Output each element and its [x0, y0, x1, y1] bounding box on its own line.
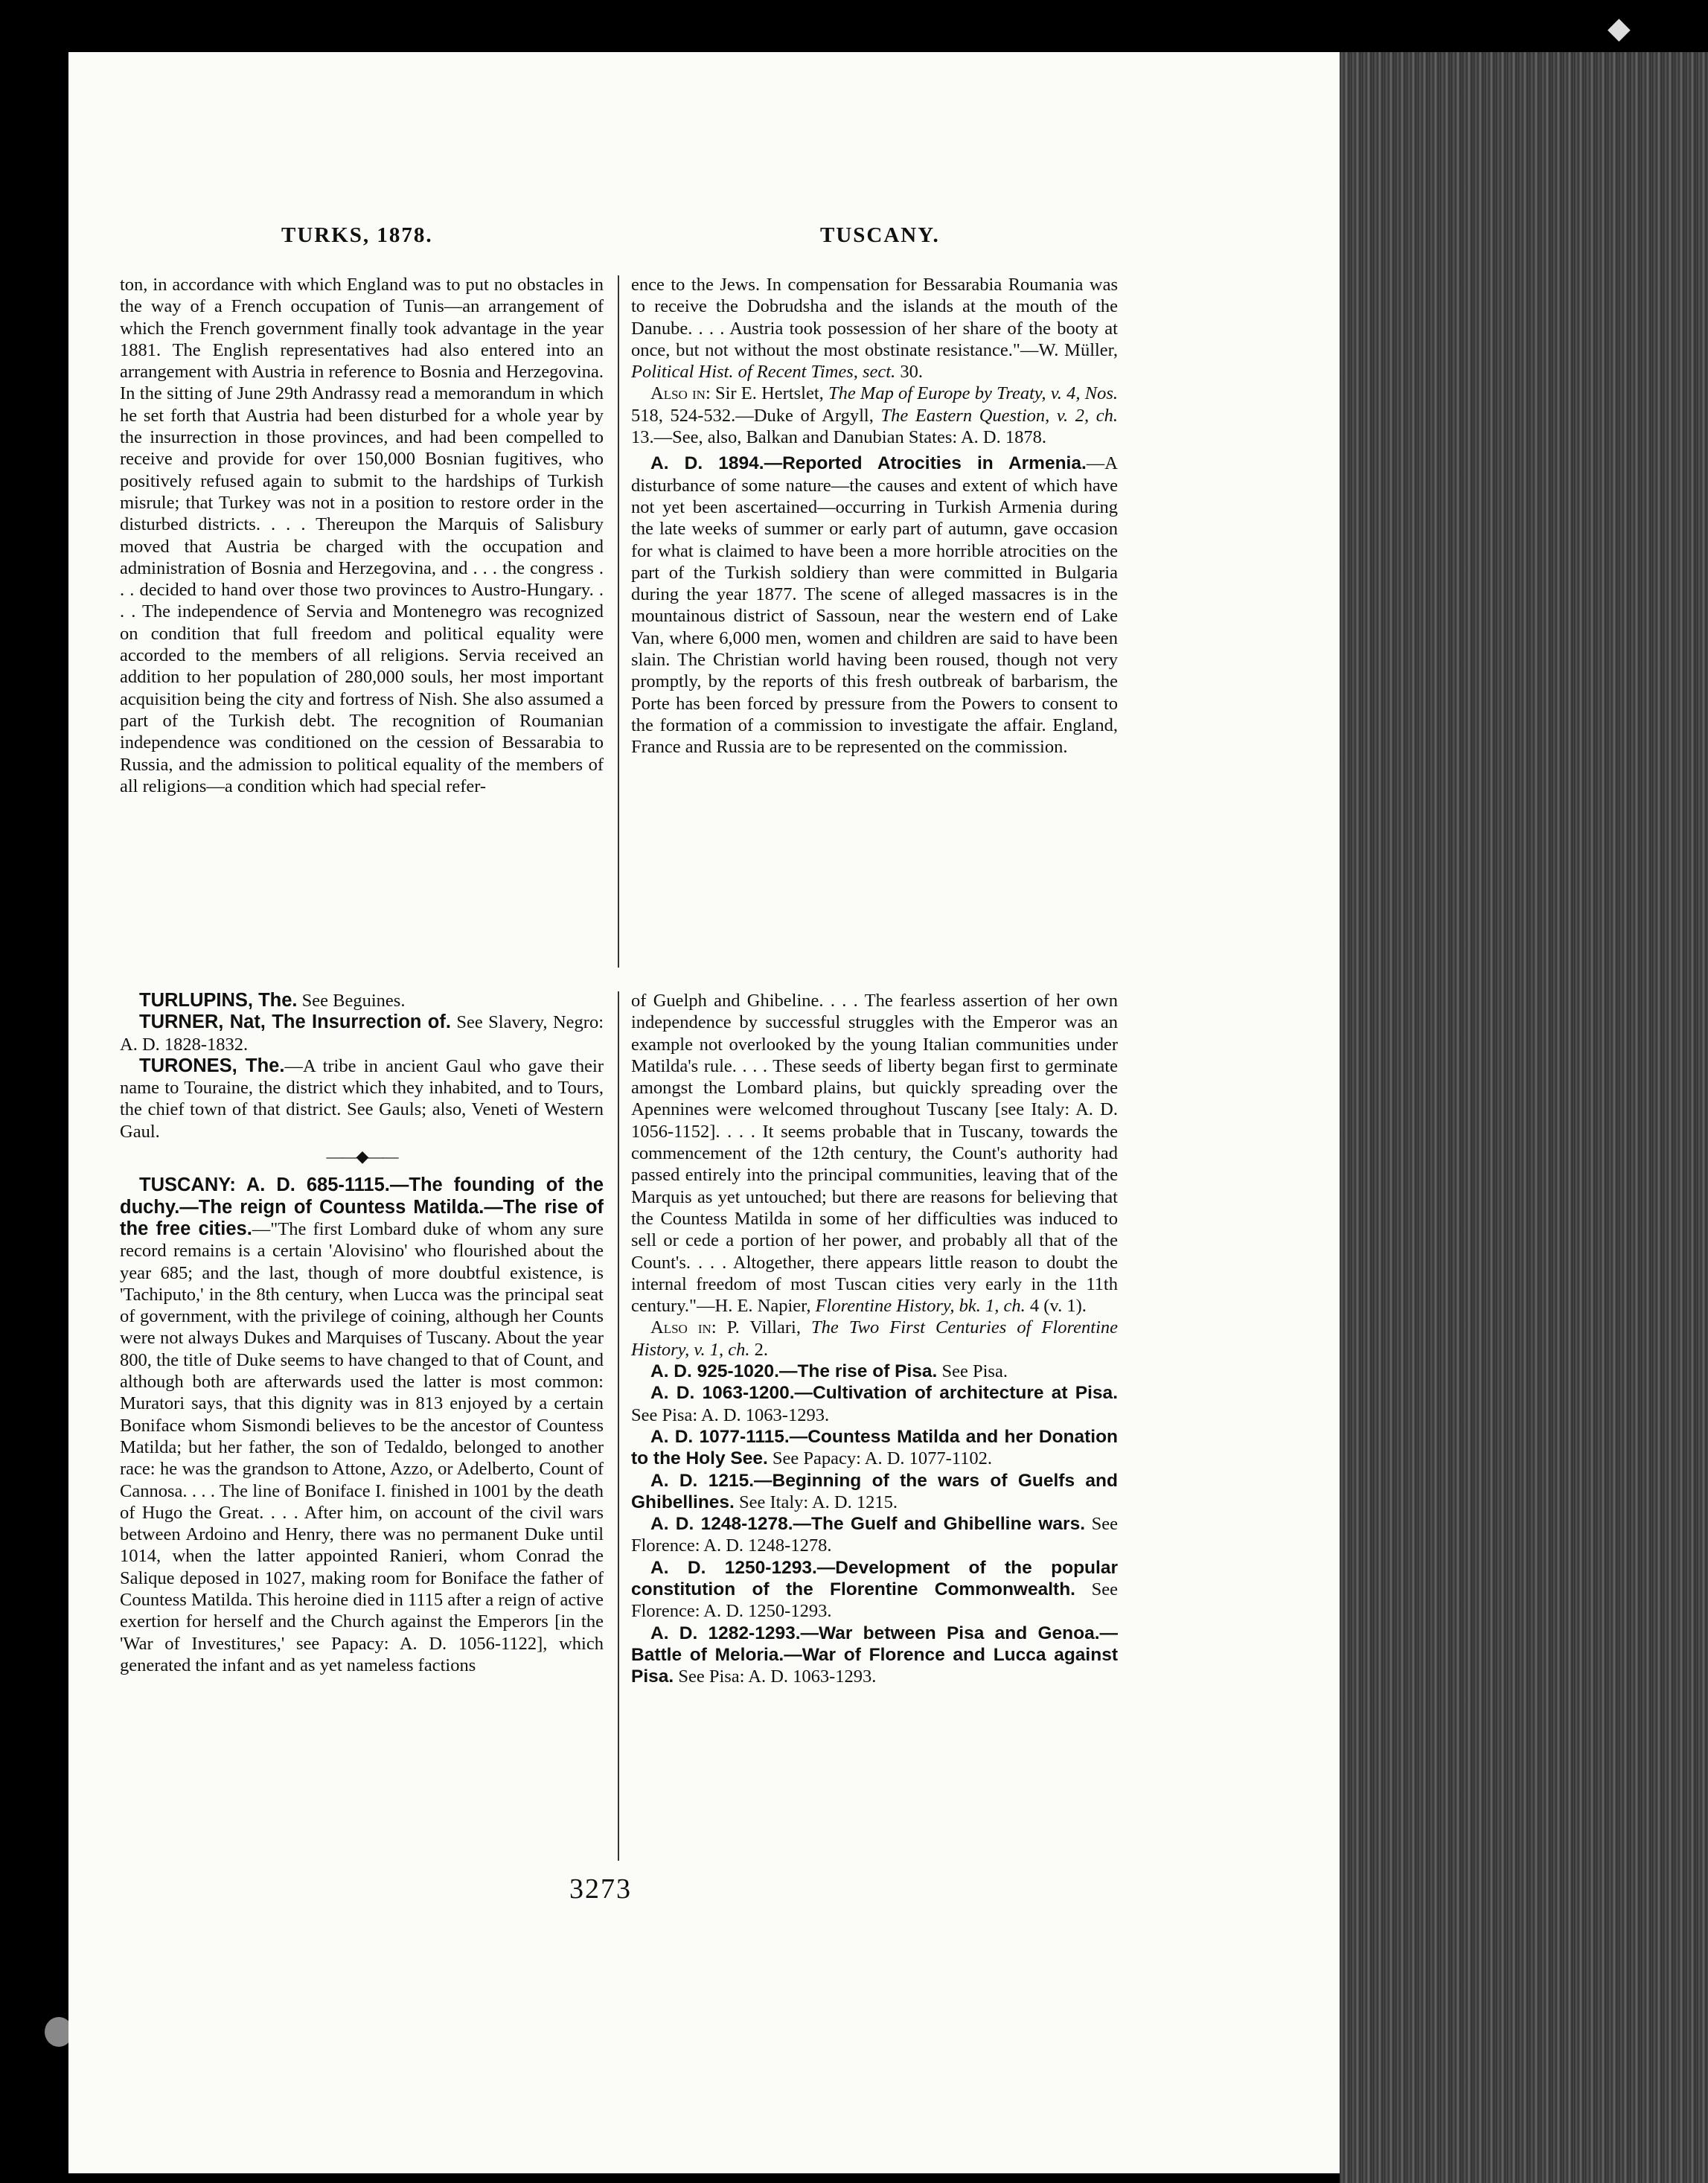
entry-1248: A. D. 1248-1278.—The Guelf and Ghibelline wars. See Florence: A. D. 1248-1278. — [631, 1514, 1118, 1556]
entry-925: A. D. 925-1020.—The rise of Pisa. See Pisa. — [650, 1361, 1008, 1382]
entry-1250: A. D. 1250-1293.—Development of the popular constitution of the Florentine Commonwealth. See Florence: A. D. 1250-1293. — [631, 1557, 1119, 1622]
entry-1077: A. D. 1077-1115.—Countess Matilda and her Donation to the Holy See. See Papacy: A. D. 1077-1102. — [631, 1426, 1118, 1469]
running-head-right: TUSCANY. — [820, 223, 940, 247]
entry-turlupins: TURLUPINS, The. See Beguines. — [139, 990, 406, 1011]
scan-edge-band — [1340, 52, 1708, 2183]
column-bottom-left — [120, 990, 604, 1676]
also-in-reference: Also in: Sir E. Hertslet, The Map of Europe by Treaty, v. 4, Nos. 518, 524-532.—Duke of Argyll, The Eastern Question, v. 2, ch. 13.—See, also, Balkan and Danubian States: A. D. 1878. — [631, 383, 1118, 448]
entry-1215: A. D. 1215.—Beginning of the wars of Guelfs and Ghibellines. See Italy: A. D. 1215. — [631, 1470, 1118, 1512]
running-head-left: TURKS, 1878. — [281, 223, 433, 247]
entry-1894-armenia: A. D. 1894.—Reported Atrocities in Armenia.—A disturbance of some nature—the causes and extent of which have not yet been ascertained—occurring in Turkish Armenia during the late weeks of summer or early part of autumn, gave occasion for what is claimed to have been a more horrible atrocities on the part of the Turkish soldiery than were committed in Bulgaria during the year 1877. The scene of alleged massacres is in the mountainous district of Sassoun, near the western end of Lake Van, where 6,000 men, women and children are said to have been slain. The Christian world having been roused, though not very promptly, by the reports of this fresh outbreak of barbarism, the Porte has been forced by pressure from the Powers to consent to the formation of a commission to investigate the affair. England, France and Russia are to be represented on the commission. — [631, 453, 1118, 758]
entry-1063: A. D. 1063-1200.—Cultivation of architecture at Pisa. See Pisa: A. D. 1063-1293. — [631, 1383, 1118, 1425]
scan-corner-mark: ◆ — [1608, 11, 1631, 45]
column-rule-top — [618, 275, 619, 968]
body-paragraph: of Guelph and Ghibeline. . . . The fearless assertion of her own independence by successful struggles with the Emperor was an example not overlooked by the young Italian communities under Matilda's rule. . . . These seeds of liberty began first to germinate amongst the Lombard plains, but quickly spreading over the Apennines were welcomed throughout Tuscany [see Italy: A. D. 1056-1152]. . . . It seems probable that in Tuscany, towards the commencement of the 12th century, the Count's authority had passed entirely into the principal communities, leaving that of the Marquis as yet untouched; but there are reasons for believing that the Countess Matilda in some of her difficulties was induced to sell or cede a portion of her power, and probably all that of the Count's. . . . Altogether, there appears little reason to doubt the internal freedom of most Tuscan cities very early in the 11th century."—H. E. Napier, Florentine History, bk. 1, ch. 4 (v. 1). — [631, 991, 1118, 1317]
body-paragraph: ence to the Jews. In compensation for Bessarabia Roumania was to receive the Dobrudsha and the islands at the mouth of the Danube. . . . Austria took possession of her share of the booty at once, but not without the most obstinate resistance."—W. Müller, Political Hist. of Recent Times, sect. 30. — [631, 275, 1118, 383]
entry-tuscany-685: TUSCANY: A. D. 685-1115.—The founding of the duchy.—The reign of Countess Matilda.—The rise of the free cities.—"The first Lombard duke of whom any sure record remains is a certain 'Alovisino' who flourished about the year 685; and the last, though of more doubtful existence, is 'Tachiputo,' in the 8th century, when Lucca was the principal seat of government, with the privilege of coining, although her Counts were not always Dukes and Marquises of Tuscany. About the year 800, the title of Duke seems to have changed to that of Count, and although both are afterwards used the latter is most common: Muratori says, that this dignity was in 813 enjoyed by a certain Boniface whom Sismondi believes to be the ancestor of Countess Matilda; but her father, the son of Tedaldo, belonged to another race: he was the grandson to Attone, Azzo, or Adelberto, Count of Cannosa. . . . The line of Boniface I. finished in 1001 by the death of Hugo the Great. . . . After him, on account of the civil wars between Ardoino and Henry, there was no permanent Duke until 1014, when the latter appointed Ranieri, whom Conrad the Salique deposed in 1027, making room for Boniface the father of Countess Matilda. This heroine died in 1115 after a reign of active exertion for herself and the Church against the Emperors [in the 'War of Investitures,' see Papacy: A. D. 1056-1122], which generated the infant and as yet nameless factions — [120, 1174, 604, 1675]
section-divider: ——◆—— — [326, 1147, 397, 1166]
page-number: 3273 — [569, 1873, 632, 1905]
entry-turones: TURONES, The.—A tribe in ancient Gaul who gave their name to Touraine, the district which they inhabited, and to Tours, the chief town of that district. See Gauls; also, Veneti of Western Gaul. — [120, 1055, 604, 1142]
column-rule-bottom — [618, 991, 619, 1861]
column-top-left — [120, 274, 604, 797]
column-bottom-right — [631, 990, 1118, 1688]
also-in-reference: Also in: P. Villari, The Two First Centuries of Florentine History, v. 1, ch. 2. — [631, 1317, 1118, 1360]
entry-1282: A. D. 1282-1293.—War between Pisa and Genoa.—Battle of Meloria.—War of Florence and Lucca against Pisa. See Pisa: A. D. 1063-1293. — [631, 1623, 1118, 1687]
entry-turner: TURNER, Nat, The Insurrection of. See Slavery, Negro: A. D. 1828-1832. — [120, 1011, 604, 1055]
column-top-right — [631, 274, 1118, 758]
body-paragraph: ton, in accordance with which England was to put no obstacles in the way of a French occupation of Tunis—an arrangement of which the French government finally took advantage in the year 1881. The English representatives had also entered into an arrangement with Austria in reference to Bosnia and Herzegovina. In the sitting of June 29th Andrassy read a memorandum in which he set forth that Austria had been disturbed for a whole year by the insurrection in those provinces, and had been compelled to receive and provide for over 150,000 Bosnian fugitives, who positively refused again to submit to the hardships of Turkish misrule; that Turkey was not in a position to restore order in the disturbed districts. . . . Thereupon the Marquis of Salisbury moved that Austria be charged with the occupation and administration of Bosnia and Herzegovina, and . . . the congress . . . decided to hand over those two provinces to Austro-Hungary. . . . The independence of Servia and Montenegro was recognized on condition that full freedom and political equality were accorded to the members of all religions. Servia received an addition to her population of 280,000 souls, her most important acquisition being the city and fortress of Nish. She also assumed a part of the Turkish debt. The recognition of Roumanian independence was conditioned on the cession of Bessarabia to Russia, and the admission to political equality of the members of all religions—a condition which had special refer- — [120, 275, 604, 796]
